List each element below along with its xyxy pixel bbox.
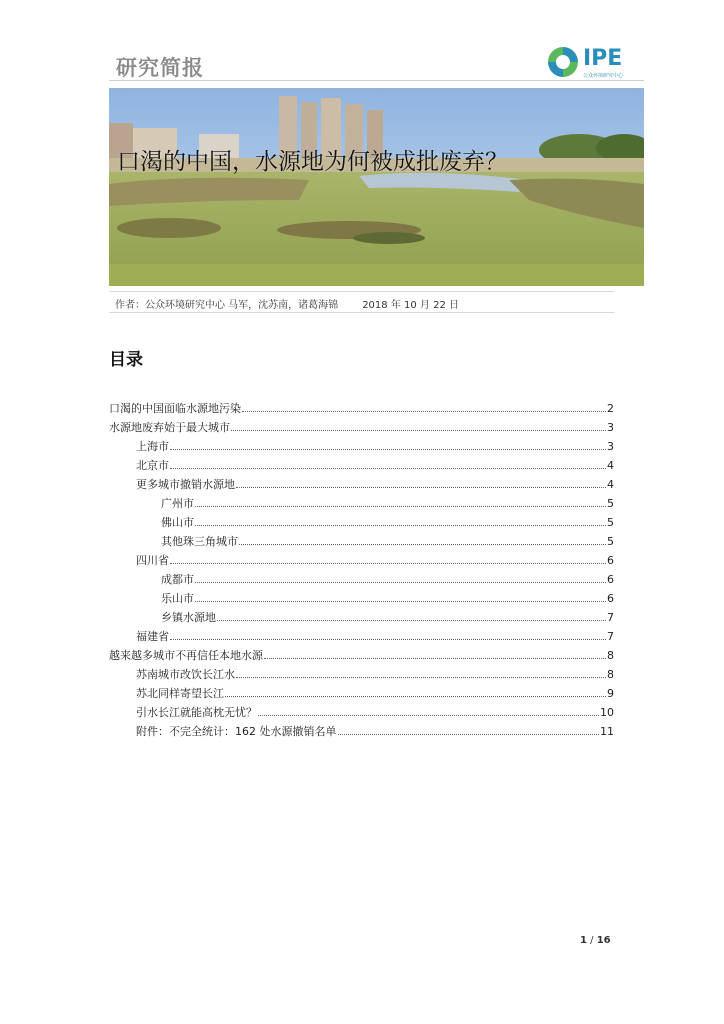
- ipe-logo-icon: [545, 44, 581, 80]
- report-type-title: 研究简报: [116, 56, 204, 80]
- toc-entry-page: 10: [600, 706, 614, 719]
- toc-leader-dots: [338, 734, 600, 735]
- toc-leader-dots: [195, 525, 606, 526]
- byline-top-divider: [109, 291, 614, 292]
- toc-entry[interactable]: [109, 723, 614, 742]
- byline-bottom-divider: [109, 312, 614, 313]
- toc-entry-label: 口渴的中国面临水源地污染: [109, 402, 241, 415]
- authors: 作者：公众环境研究中心 马军，沈苏南，诸葛海锦: [115, 300, 339, 311]
- toc-leader-dots: [264, 658, 606, 659]
- toc-entry[interactable]: [109, 628, 614, 647]
- publish-date: 2018 年 10 月 22 日: [362, 300, 459, 311]
- toc-entry-label: 附件：不完全统计：162 处水源撤销名单: [136, 725, 337, 738]
- toc-entry[interactable]: [109, 666, 614, 685]
- toc-entry-label: 苏北同样寄望长江: [136, 687, 224, 700]
- toc-leader-dots: [195, 506, 606, 507]
- toc-entry[interactable]: [109, 533, 614, 552]
- toc-entry-label: 其他珠三角城市: [161, 535, 238, 548]
- toc-entry-page: 9: [607, 687, 614, 700]
- toc-entry-label: 越来越多城市不再信任本地水源: [109, 649, 263, 662]
- toc-entry[interactable]: [109, 495, 614, 514]
- toc-entry-label: 四川省: [136, 554, 169, 567]
- toc-entry-page: 7: [607, 630, 614, 643]
- table-of-contents: [109, 400, 614, 742]
- toc-leader-dots: [170, 468, 606, 469]
- toc-entry-page: 5: [607, 497, 614, 510]
- toc-entry[interactable]: [109, 457, 614, 476]
- toc-entry-page: 4: [607, 478, 614, 491]
- current-page: 1: [580, 935, 587, 946]
- toc-entry[interactable]: [109, 685, 614, 704]
- cover-title: 口渴的中国，水源地为何被成批废弃？: [117, 149, 508, 175]
- toc-leader-dots: [258, 715, 599, 716]
- header-divider: [109, 80, 644, 81]
- toc-entry[interactable]: [109, 647, 614, 666]
- toc-entry[interactable]: [109, 571, 614, 590]
- toc-entry[interactable]: [109, 609, 614, 628]
- toc-entry-page: 6: [607, 554, 614, 567]
- toc-entry[interactable]: [109, 590, 614, 609]
- toc-entry[interactable]: [109, 552, 614, 571]
- toc-entry-page: 2: [607, 402, 614, 415]
- toc-leader-dots: [231, 430, 606, 431]
- logo-subtitle: 公众环境研究中心: [583, 73, 624, 79]
- toc-leader-dots: [225, 696, 606, 697]
- toc-entry-page: 5: [607, 516, 614, 529]
- toc-leader-dots: [170, 639, 606, 640]
- toc-leader-dots: [236, 677, 606, 678]
- page-separator: /: [590, 935, 594, 946]
- toc-leader-dots: [217, 620, 606, 621]
- toc-entry-label: 上海市: [136, 440, 169, 453]
- byline: [115, 296, 459, 311]
- toc-entry-page: 8: [607, 649, 614, 662]
- toc-entry-label: 乐山市: [161, 592, 194, 605]
- toc-entry-label: 佛山市: [161, 516, 194, 529]
- toc-entry-page: 6: [607, 592, 614, 605]
- toc-leader-dots: [195, 601, 606, 602]
- toc-entry-page: 4: [607, 459, 614, 472]
- logo-wordmark: IPE: [583, 46, 623, 71]
- toc-entry[interactable]: [109, 419, 614, 438]
- toc-entry-label: 成都市: [161, 573, 194, 586]
- toc-leader-dots: [239, 544, 606, 545]
- toc-leader-dots: [236, 487, 606, 488]
- toc-leader-dots: [170, 449, 606, 450]
- toc-entry-label: 水源地废弃始于最大城市: [109, 421, 230, 434]
- toc-entry-page: 3: [607, 440, 614, 453]
- toc-heading: 目录: [109, 350, 143, 370]
- toc-entry-page: 6: [607, 573, 614, 586]
- toc-entry-page: 5: [607, 535, 614, 548]
- toc-entry[interactable]: [109, 400, 614, 419]
- total-pages: 16: [596, 935, 611, 946]
- ipe-logo: [545, 44, 629, 82]
- toc-entry[interactable]: [109, 476, 614, 495]
- toc-entry[interactable]: [109, 438, 614, 457]
- toc-entry-page: 7: [607, 611, 614, 624]
- toc-entry-page: 8: [607, 668, 614, 681]
- toc-entry-label: 广州市: [161, 497, 194, 510]
- toc-entry-label: 乡镇水源地: [161, 611, 216, 624]
- toc-entry[interactable]: [109, 514, 614, 533]
- toc-leader-dots: [195, 582, 606, 583]
- toc-entry-label: 更多城市撤销水源地: [136, 478, 235, 491]
- toc-leader-dots: [242, 411, 606, 412]
- toc-entry-label: 福建省: [136, 630, 169, 643]
- toc-entry-page: 11: [600, 725, 614, 738]
- toc-entry-page: 3: [607, 421, 614, 434]
- cover-photo: [109, 88, 644, 286]
- toc-entry-label: 苏南城市改饮长江水: [136, 668, 235, 681]
- toc-entry[interactable]: [109, 704, 614, 723]
- toc-entry-label: 引水长江就能高枕无忧？: [136, 706, 257, 719]
- toc-leader-dots: [170, 563, 606, 564]
- toc-entry-label: 北京市: [136, 459, 169, 472]
- page-number: [580, 935, 611, 946]
